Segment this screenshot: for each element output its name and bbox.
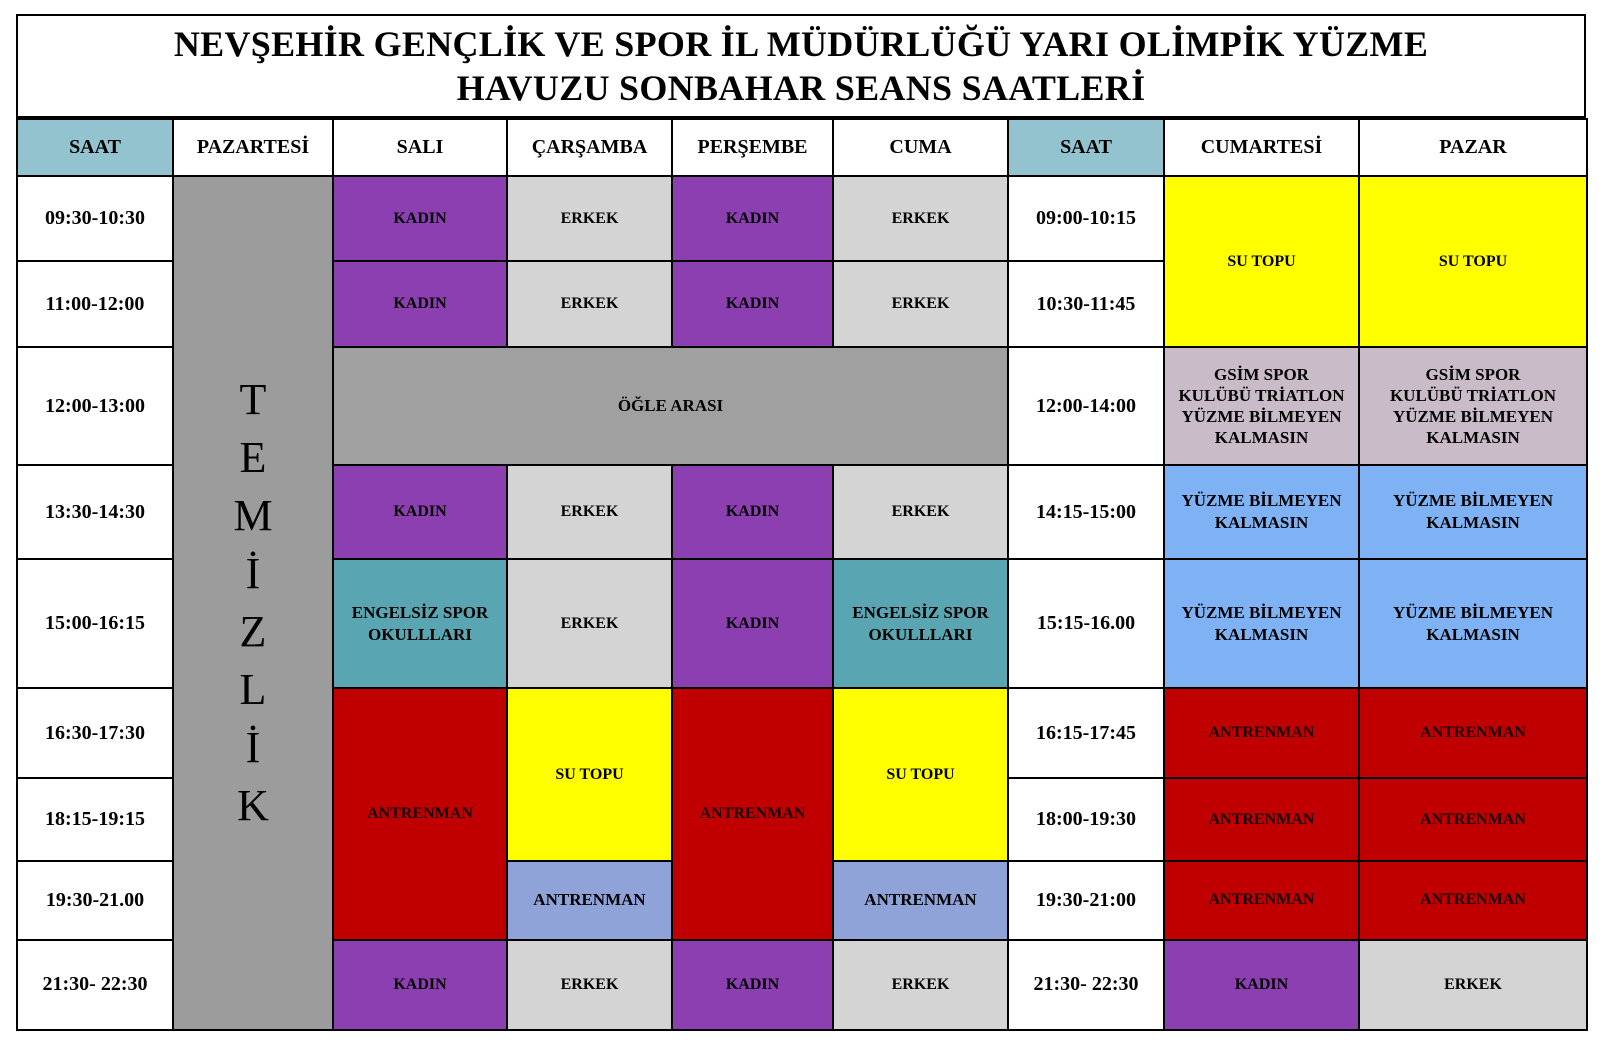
session-su-topu: SU TOPU <box>833 688 1008 861</box>
header-row <box>17 119 1587 176</box>
weekend-time: 16:15-17:45 <box>1008 688 1164 778</box>
session-antrenman: ANTRENMAN <box>507 861 672 940</box>
session-erkek: ERKEK <box>507 261 672 347</box>
session-erkek: ERKEK <box>507 465 672 559</box>
title-line-2: HAVUZU SONBAHAR SEANS SAATLERİ <box>456 68 1146 108</box>
gsim-line: KALMASIN <box>1426 428 1520 448</box>
temizlik-letter: İ <box>245 723 261 773</box>
session-antrenman: ANTRENMAN <box>1164 861 1359 940</box>
weekend-time: 14:15-15:00 <box>1008 465 1164 559</box>
temizlik-cell <box>173 176 333 1030</box>
title-line-1: NEVŞEHİR GENÇLİK VE SPOR İL MÜDÜRLÜĞÜ YARI OLİMPİK YÜZME <box>173 24 1429 64</box>
session-antrenman: ANTRENMAN <box>833 861 1008 940</box>
yuzme-line: KALMASIN <box>1214 624 1309 644</box>
session-kadin: KADIN <box>333 261 507 347</box>
session-kadin: KADIN <box>672 940 833 1030</box>
schedule-table <box>16 118 1588 1031</box>
session-gsim <box>1164 347 1359 465</box>
weekday-time: 11:00-12:00 <box>17 261 173 347</box>
session-antrenman: ANTRENMAN <box>672 688 833 940</box>
session-erkek: ERKEK <box>1359 940 1587 1030</box>
weekday-time: 19:30-21.00 <box>17 861 173 940</box>
session-kadin: KADIN <box>1164 940 1359 1030</box>
session-kadin: KADIN <box>333 176 507 261</box>
session-erkek: ERKEK <box>833 940 1008 1030</box>
yuzme-line: YÜZME BİLMEYEN <box>1392 602 1554 622</box>
gsim-line: KULÜBÜ TRİATLON <box>1178 386 1345 406</box>
weekend-time: 10:30-11:45 <box>1008 261 1164 347</box>
weekend-time: 18:00-19:30 <box>1008 778 1164 861</box>
temizlik-letter: K <box>237 781 269 831</box>
weekday-time: 09:30-10:30 <box>17 176 173 261</box>
session-kadin: KADIN <box>672 261 833 347</box>
engelsiz-line: ENGELSİZ SPOR <box>852 602 989 622</box>
session-yuzme-bilmeyen <box>1164 559 1359 688</box>
session-kadin: KADIN <box>333 465 507 559</box>
yuzme-line: KALMASIN <box>1426 624 1520 644</box>
gsim-line: KALMASIN <box>1214 428 1309 448</box>
temizlik-letter: L <box>239 665 267 715</box>
yuzme-line: KALMASIN <box>1214 513 1309 533</box>
temizlik-letter: T <box>239 375 267 425</box>
gsim-line: YÜZME BİLMEYEN <box>1181 407 1342 427</box>
temizlik-letter: İ <box>245 549 261 599</box>
gsim-line: GSİM SPOR <box>1214 365 1309 385</box>
session-yuzme-bilmeyen <box>1359 465 1587 559</box>
weekend-time: 15:15-16.00 <box>1008 559 1164 688</box>
temizlik-letter: Z <box>239 607 267 657</box>
yuzme-line: KALMASIN <box>1426 513 1520 533</box>
weekday-time: 16:30-17:30 <box>17 688 173 778</box>
gsim-line: KULÜBÜ TRİATLON <box>1389 386 1557 406</box>
session-erkek: ERKEK <box>833 261 1008 347</box>
session-su-topu: SU TOPU <box>1359 176 1587 347</box>
session-antrenman: ANTRENMAN <box>1164 688 1359 778</box>
header-pazar: PAZAR <box>1359 119 1587 176</box>
weekend-time: 12:00-14:00 <box>1008 347 1164 465</box>
schedule-sheet <box>16 14 1586 1031</box>
session-su-topu: SU TOPU <box>1164 176 1359 347</box>
weekend-time: 19:30-21:00 <box>1008 861 1164 940</box>
page-title <box>16 14 1586 118</box>
temizlik-letters <box>174 371 332 835</box>
session-kadin: KADIN <box>672 176 833 261</box>
header-pazartesi: PAZARTESİ <box>173 119 333 176</box>
yuzme-line: YÜZME BİLMEYEN <box>1181 602 1342 622</box>
engelsiz-line: ENGELSİZ SPOR <box>351 602 489 622</box>
weekday-time: 12:00-13:00 <box>17 347 173 465</box>
session-erkek: ERKEK <box>507 559 672 688</box>
yuzme-line: YÜZME BİLMEYEN <box>1392 491 1554 511</box>
session-kadin: KADIN <box>672 559 833 688</box>
header-carsamba: ÇARŞAMBA <box>507 119 672 176</box>
session-kadin: KADIN <box>672 465 833 559</box>
yuzme-line: YÜZME BİLMEYEN <box>1181 491 1342 511</box>
session-erkek: ERKEK <box>507 176 672 261</box>
header-saat-weekend: SAAT <box>1008 119 1164 176</box>
table-row <box>17 176 1587 261</box>
session-yuzme-bilmeyen <box>1164 465 1359 559</box>
weekend-time: 09:00-10:15 <box>1008 176 1164 261</box>
weekend-time: 21:30- 22:30 <box>1008 940 1164 1030</box>
session-antrenman: ANTRENMAN <box>1359 861 1587 940</box>
session-erkek: ERKEK <box>833 465 1008 559</box>
weekday-time: 15:00-16:15 <box>17 559 173 688</box>
header-sali: SALI <box>333 119 507 176</box>
session-gsim <box>1359 347 1587 465</box>
engelsiz-line: OKULLLARI <box>368 624 472 644</box>
temizlik-letter: M <box>233 491 273 541</box>
weekday-time: 13:30-14:30 <box>17 465 173 559</box>
header-persembe: PERŞEMBE <box>672 119 833 176</box>
header-cuma: CUMA <box>833 119 1008 176</box>
engelsiz-line: OKULLLARI <box>868 624 973 644</box>
session-engelsiz <box>333 559 507 688</box>
header-saat: SAAT <box>17 119 173 176</box>
temizlik-letter: E <box>239 433 267 483</box>
session-antrenman: ANTRENMAN <box>1164 778 1359 861</box>
weekday-time: 21:30- 22:30 <box>17 940 173 1030</box>
session-antrenman: ANTRENMAN <box>1359 778 1587 861</box>
session-ogle-arasi: ÖĞLE ARASI <box>333 347 1008 465</box>
weekday-time: 18:15-19:15 <box>17 778 173 861</box>
session-engelsiz <box>833 559 1008 688</box>
session-antrenman: ANTRENMAN <box>333 688 507 940</box>
session-erkek: ERKEK <box>833 176 1008 261</box>
header-cumartesi: CUMARTESİ <box>1164 119 1359 176</box>
session-antrenman: ANTRENMAN <box>1359 688 1587 778</box>
gsim-line: YÜZME BİLMEYEN <box>1392 407 1554 427</box>
session-yuzme-bilmeyen <box>1359 559 1587 688</box>
session-erkek: ERKEK <box>507 940 672 1030</box>
session-kadin: KADIN <box>333 940 507 1030</box>
gsim-line: GSİM SPOR <box>1425 365 1521 385</box>
session-su-topu: SU TOPU <box>507 688 672 861</box>
